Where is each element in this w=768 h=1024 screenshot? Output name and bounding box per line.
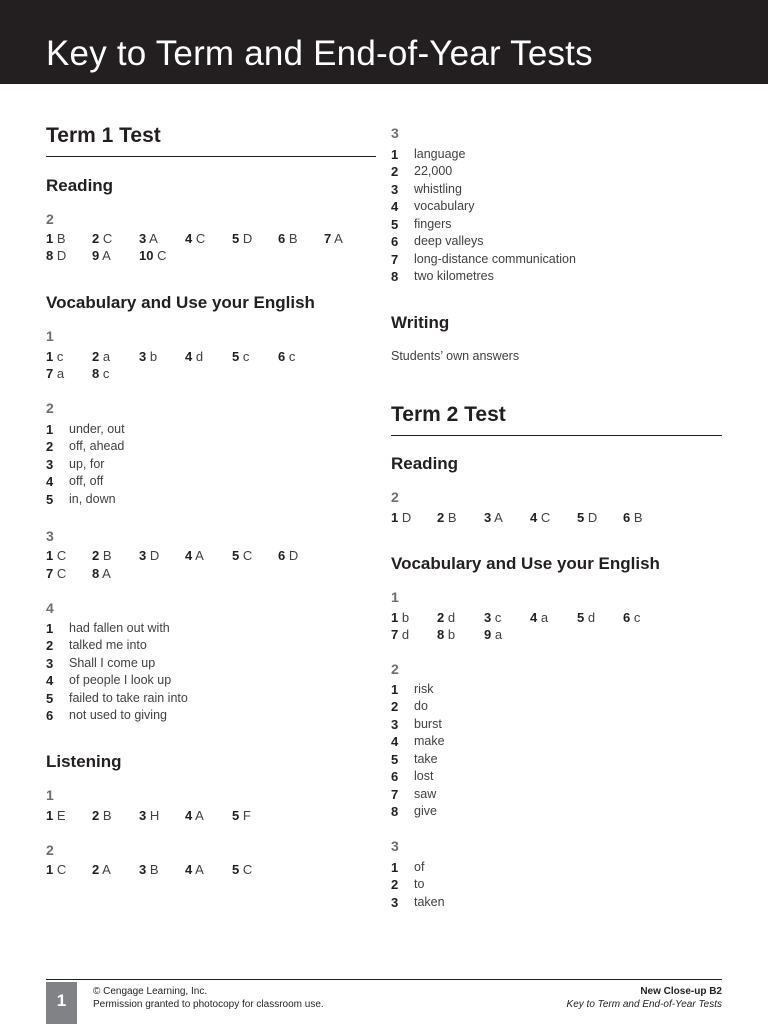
list-item-number: 2 bbox=[46, 638, 54, 654]
answer-number: 6 bbox=[278, 349, 286, 364]
answer-value: D bbox=[242, 231, 253, 246]
answer-value: A bbox=[334, 231, 343, 246]
list-item-text: 22,000 bbox=[414, 164, 453, 179]
answer-number: 5 bbox=[577, 510, 585, 525]
list-item-number: 5 bbox=[391, 216, 399, 232]
term1-listening-q1-number: 1 bbox=[46, 787, 54, 803]
footer-copyright: © Cengage Learning, Inc. bbox=[93, 986, 208, 997]
answer-item bbox=[92, 808, 112, 824]
list-item-text: risk bbox=[414, 682, 434, 696]
list-item bbox=[391, 163, 722, 180]
answer-row bbox=[391, 627, 722, 643]
answer-value: c bbox=[494, 610, 502, 625]
list-item-text: whistling bbox=[414, 181, 462, 196]
term1-reading-q2-number: 2 bbox=[46, 211, 54, 227]
list-item-text: up, for bbox=[69, 456, 105, 471]
list-item-text: off, ahead bbox=[69, 439, 125, 454]
list-item-text: of people I look up bbox=[69, 673, 172, 688]
answer-value: b bbox=[401, 610, 410, 625]
answer-list bbox=[391, 681, 722, 821]
list-item-text: saw bbox=[414, 786, 437, 801]
list-item-text: lost bbox=[414, 769, 434, 784]
answer-item bbox=[92, 548, 112, 564]
term1-vocab-title: Vocabulary and Use your English bbox=[46, 293, 315, 312]
answer-value: D bbox=[149, 548, 160, 563]
header-banner bbox=[0, 0, 768, 84]
term1-writing-title: Writing bbox=[391, 313, 450, 332]
answer-item bbox=[278, 548, 298, 564]
list-item bbox=[391, 216, 722, 233]
answer-row bbox=[46, 231, 376, 247]
list-item-number: 4 bbox=[391, 199, 399, 215]
answer-item bbox=[185, 349, 203, 365]
list-item bbox=[46, 473, 376, 490]
list-item bbox=[46, 690, 376, 707]
list-item bbox=[391, 751, 722, 768]
answer-row bbox=[391, 510, 722, 526]
list-item bbox=[391, 268, 722, 285]
answer-number: 3 bbox=[139, 808, 147, 823]
answer-item bbox=[484, 610, 501, 626]
list-item-number: 1 bbox=[46, 621, 54, 636]
answer-item bbox=[46, 349, 63, 365]
answer-item bbox=[139, 349, 157, 365]
answer-value: d bbox=[447, 610, 456, 625]
list-item-text: under, out bbox=[69, 422, 125, 436]
list-item-number: 2 bbox=[391, 164, 399, 180]
answer-item bbox=[185, 548, 204, 564]
answer-item bbox=[530, 610, 548, 626]
list-item-text: do bbox=[414, 699, 428, 714]
answer-value: c bbox=[633, 610, 641, 625]
footer-book-subtitle: Key to Term and End-of-Year Tests bbox=[566, 999, 722, 1010]
answer-item bbox=[92, 862, 111, 878]
answer-item bbox=[232, 862, 252, 878]
list-item bbox=[391, 803, 722, 820]
answer-number: 6 bbox=[623, 510, 631, 525]
list-item-number: 3 bbox=[391, 894, 399, 910]
list-item-text: failed to take rain into bbox=[69, 690, 188, 705]
list-item bbox=[46, 672, 376, 689]
answer-number: 2 bbox=[92, 231, 100, 246]
answer-value: C bbox=[157, 248, 167, 263]
answer-item bbox=[185, 231, 205, 247]
answer-value: a bbox=[56, 366, 65, 381]
answer-value: C bbox=[56, 566, 67, 581]
list-item-text: deep valleys bbox=[414, 234, 484, 249]
list-item bbox=[46, 620, 376, 637]
answer-number: 3 bbox=[484, 510, 492, 525]
answer-number: 1 bbox=[46, 548, 54, 563]
list-item-number: 4 bbox=[46, 673, 54, 689]
answer-value: B bbox=[102, 808, 112, 823]
answer-value: H bbox=[149, 808, 160, 823]
answer-value: D bbox=[288, 548, 299, 563]
list-item-text: had fallen out with bbox=[69, 621, 170, 635]
list-item-number: 1 bbox=[46, 422, 54, 437]
answer-number: 4 bbox=[530, 610, 538, 625]
answer-list bbox=[46, 421, 376, 508]
answer-row bbox=[391, 610, 722, 626]
answer-number: 7 bbox=[324, 231, 332, 246]
list-item-text: of bbox=[414, 860, 425, 874]
answer-number: 6 bbox=[278, 548, 286, 563]
answer-number: 4 bbox=[530, 510, 538, 525]
answer-item bbox=[437, 510, 457, 526]
answer-number: 4 bbox=[185, 862, 193, 877]
list-item-number: 6 bbox=[391, 234, 399, 250]
answer-number: 4 bbox=[185, 808, 193, 823]
list-item bbox=[391, 733, 722, 750]
answer-value: F bbox=[242, 808, 251, 823]
answer-item bbox=[623, 510, 643, 526]
list-item-number: 2 bbox=[391, 699, 399, 715]
term1-listening-title: Listening bbox=[46, 752, 122, 771]
answer-value: C bbox=[195, 231, 206, 246]
term2-vocab-q2-number: 2 bbox=[391, 661, 399, 677]
list-item bbox=[46, 707, 376, 724]
answer-number: 7 bbox=[46, 366, 54, 381]
answer-value: D bbox=[56, 248, 67, 263]
answer-number: 5 bbox=[577, 610, 585, 625]
list-item bbox=[391, 894, 722, 911]
answer-value: B bbox=[102, 548, 112, 563]
list-item-number: 6 bbox=[46, 708, 54, 724]
list-item-number: 3 bbox=[46, 456, 54, 472]
term2-vocab-q1-number: 1 bbox=[391, 589, 399, 605]
list-item bbox=[391, 859, 722, 876]
list-item bbox=[391, 251, 722, 268]
answer-value: b bbox=[447, 627, 456, 642]
answer-item bbox=[577, 610, 595, 626]
answer-value: E bbox=[56, 808, 66, 823]
answer-value: A bbox=[102, 862, 111, 877]
term1-vocab-q1-number: 1 bbox=[46, 328, 54, 344]
list-item-number: 3 bbox=[391, 716, 399, 732]
answer-value: C bbox=[540, 510, 551, 525]
list-item-number: 8 bbox=[391, 804, 399, 820]
answer-value: D bbox=[587, 510, 598, 525]
answer-number: 1 bbox=[391, 510, 399, 525]
footer-permission: Permission granted to photocopy for classroom use. bbox=[93, 999, 324, 1010]
answer-row bbox=[46, 248, 376, 264]
answer-number: 7 bbox=[391, 627, 399, 642]
list-item-number: 5 bbox=[46, 491, 54, 507]
term2-reading-q2-number: 2 bbox=[391, 489, 399, 505]
list-item bbox=[46, 637, 376, 654]
list-item-number: 1 bbox=[391, 682, 399, 697]
answer-value: c bbox=[102, 366, 110, 381]
answer-number: 3 bbox=[139, 548, 147, 563]
answer-item bbox=[391, 610, 409, 626]
term2-reading-title: Reading bbox=[391, 454, 459, 473]
footer-copyright-block bbox=[93, 985, 324, 1011]
term2-divider bbox=[391, 435, 722, 436]
list-item-number: 2 bbox=[46, 439, 54, 455]
answer-value: a bbox=[494, 627, 503, 642]
answer-item bbox=[46, 231, 66, 247]
answer-item bbox=[232, 548, 252, 564]
list-item-text: to bbox=[414, 877, 425, 892]
answer-value: B bbox=[447, 510, 457, 525]
answer-number: 9 bbox=[92, 248, 100, 263]
list-item-text: fingers bbox=[414, 216, 452, 231]
list-item-text: two kilometres bbox=[414, 269, 494, 284]
list-item-number: 1 bbox=[391, 147, 399, 162]
list-item bbox=[391, 181, 722, 198]
answer-item bbox=[623, 610, 640, 626]
answer-item bbox=[185, 862, 204, 878]
answer-value: A bbox=[149, 231, 158, 246]
answer-item bbox=[46, 808, 66, 824]
answer-item bbox=[139, 248, 166, 264]
answer-number: 8 bbox=[92, 566, 100, 581]
list-item bbox=[391, 681, 722, 698]
list-item-number: 6 bbox=[391, 769, 399, 785]
list-item-text: give bbox=[414, 804, 437, 819]
answer-item bbox=[92, 349, 110, 365]
answer-number: 4 bbox=[185, 231, 193, 246]
list-item-text: Shall I come up bbox=[69, 655, 156, 670]
answer-item bbox=[232, 349, 249, 365]
answer-list bbox=[391, 146, 722, 286]
list-item bbox=[391, 233, 722, 250]
list-item bbox=[391, 146, 722, 163]
answer-number: 5 bbox=[232, 862, 240, 877]
answer-item bbox=[278, 231, 298, 247]
answer-item bbox=[92, 231, 112, 247]
answer-value: c bbox=[288, 349, 296, 364]
list-item-number: 4 bbox=[46, 474, 54, 490]
term2-title: Term 2 Test bbox=[391, 403, 506, 426]
answer-row bbox=[46, 862, 376, 878]
list-item-number: 3 bbox=[46, 655, 54, 671]
answer-value: B bbox=[288, 231, 298, 246]
answer-item bbox=[46, 862, 66, 878]
list-item-text: take bbox=[414, 751, 438, 766]
term2-vocab-q3-number: 3 bbox=[391, 838, 399, 854]
answer-item bbox=[391, 510, 411, 526]
answer-value: A bbox=[102, 248, 111, 263]
answer-number: 2 bbox=[92, 862, 100, 877]
list-item-number: 4 bbox=[391, 734, 399, 750]
answer-value: C bbox=[102, 231, 113, 246]
footer-book-block bbox=[567, 985, 722, 1011]
answer-number: 10 bbox=[139, 248, 154, 263]
answer-item bbox=[232, 808, 251, 824]
answer-value: B bbox=[633, 510, 643, 525]
answer-number: 5 bbox=[232, 231, 240, 246]
answer-number: 3 bbox=[484, 610, 492, 625]
list-item-number: 5 bbox=[46, 690, 54, 706]
answer-item bbox=[437, 610, 455, 626]
page-title: Key to Term and End-of-Year Tests bbox=[46, 34, 593, 73]
list-item bbox=[391, 786, 722, 803]
answer-number: 5 bbox=[232, 548, 240, 563]
footer-book-title: New Close-up B2 bbox=[640, 986, 722, 997]
footer-divider bbox=[46, 979, 722, 980]
list-item bbox=[391, 198, 722, 215]
answer-value: d bbox=[195, 349, 204, 364]
answer-row bbox=[46, 366, 376, 382]
answer-number: 3 bbox=[139, 231, 147, 246]
term1-writing-text: Students’ own answers bbox=[391, 349, 520, 363]
answer-item bbox=[46, 548, 66, 564]
list-item-number: 5 bbox=[391, 751, 399, 767]
answer-item bbox=[46, 248, 66, 264]
list-item bbox=[46, 456, 376, 473]
answer-value: C bbox=[242, 862, 253, 877]
answer-item bbox=[46, 366, 64, 382]
list-item bbox=[46, 421, 376, 438]
answer-number: 1 bbox=[46, 349, 54, 364]
answer-row bbox=[46, 566, 376, 582]
list-item-text: long-distance communication bbox=[414, 251, 576, 266]
answer-row bbox=[46, 808, 376, 824]
answer-value: A bbox=[195, 862, 204, 877]
answer-item bbox=[577, 510, 597, 526]
answer-list bbox=[46, 620, 376, 725]
list-item-text: talked me into bbox=[69, 638, 147, 653]
answer-value: c bbox=[242, 349, 250, 364]
answer-number: 7 bbox=[46, 566, 54, 581]
answer-number: 8 bbox=[437, 627, 445, 642]
answer-value: C bbox=[56, 862, 67, 877]
answer-item bbox=[185, 808, 204, 824]
answer-number: 3 bbox=[139, 349, 147, 364]
list-item-number: 3 bbox=[391, 181, 399, 197]
answer-item bbox=[484, 627, 502, 643]
answer-value: d bbox=[587, 610, 596, 625]
list-item bbox=[391, 716, 722, 733]
answer-item bbox=[391, 627, 409, 643]
answer-row bbox=[46, 548, 376, 564]
answer-number: 1 bbox=[46, 862, 54, 877]
term1-listening-q3-number: 3 bbox=[391, 125, 399, 141]
answer-number: 6 bbox=[278, 231, 286, 246]
list-item-number: 7 bbox=[391, 786, 399, 802]
answer-item bbox=[139, 862, 159, 878]
answer-number: 9 bbox=[484, 627, 492, 642]
answer-item bbox=[484, 510, 503, 526]
answer-number: 8 bbox=[46, 248, 54, 263]
answer-value: c bbox=[56, 349, 64, 364]
list-item-number: 8 bbox=[391, 269, 399, 285]
term1-divider bbox=[46, 156, 376, 157]
answer-item bbox=[46, 566, 66, 582]
answer-number: 5 bbox=[232, 808, 240, 823]
list-item-number: 1 bbox=[391, 860, 399, 875]
answer-number: 8 bbox=[92, 366, 100, 381]
answer-number: 1 bbox=[391, 610, 399, 625]
answer-item bbox=[139, 808, 159, 824]
list-item-text: taken bbox=[414, 894, 445, 909]
list-item-text: vocabulary bbox=[414, 199, 475, 214]
answer-value: C bbox=[242, 548, 253, 563]
answer-item bbox=[139, 548, 159, 564]
answer-item bbox=[92, 248, 111, 264]
answer-item bbox=[530, 510, 550, 526]
answer-value: D bbox=[401, 510, 412, 525]
answer-item bbox=[437, 627, 455, 643]
term2-vocab-title: Vocabulary and Use your English bbox=[391, 554, 660, 573]
answer-number: 4 bbox=[185, 349, 193, 364]
answer-item bbox=[139, 231, 158, 247]
answer-value: A bbox=[195, 548, 204, 563]
answer-item bbox=[278, 349, 295, 365]
list-item bbox=[391, 876, 722, 893]
list-item-text: in, down bbox=[69, 491, 116, 506]
page-number: 1 bbox=[46, 982, 77, 1024]
answer-value: C bbox=[56, 548, 67, 563]
answer-value: B bbox=[56, 231, 66, 246]
answer-item bbox=[232, 231, 252, 247]
list-item bbox=[46, 491, 376, 508]
answer-row bbox=[46, 349, 376, 365]
answer-item bbox=[92, 566, 111, 582]
answer-number: 2 bbox=[92, 808, 100, 823]
answer-number: 3 bbox=[139, 862, 147, 877]
list-item bbox=[391, 698, 722, 715]
list-item-text: language bbox=[414, 147, 466, 161]
answer-item bbox=[92, 366, 109, 382]
term1-vocab-q3-number: 3 bbox=[46, 528, 54, 544]
list-item bbox=[46, 655, 376, 672]
answer-number: 5 bbox=[232, 349, 240, 364]
answer-number: 4 bbox=[185, 548, 193, 563]
term1-listening-q2-number: 2 bbox=[46, 842, 54, 858]
answer-value: b bbox=[149, 349, 158, 364]
answer-value: B bbox=[149, 862, 159, 877]
list-item-text: burst bbox=[414, 716, 442, 731]
answer-value: a bbox=[540, 610, 549, 625]
term1-vocab-q4-number: 4 bbox=[46, 600, 54, 616]
list-item-number: 7 bbox=[391, 251, 399, 267]
list-item-number: 2 bbox=[391, 877, 399, 893]
answer-number: 6 bbox=[623, 610, 631, 625]
answer-list bbox=[391, 859, 722, 911]
answer-item bbox=[324, 231, 343, 247]
list-item bbox=[391, 768, 722, 785]
list-item bbox=[46, 438, 376, 455]
answer-number: 1 bbox=[46, 808, 54, 823]
list-item-text: off, off bbox=[69, 474, 104, 489]
answer-number: 2 bbox=[92, 548, 100, 563]
answer-value: A bbox=[195, 808, 204, 823]
list-item-text: make bbox=[414, 734, 445, 749]
answer-value: d bbox=[401, 627, 410, 642]
list-item-text: not used to giving bbox=[69, 708, 167, 723]
term1-reading-title: Reading bbox=[46, 176, 114, 195]
answer-value: A bbox=[494, 510, 503, 525]
answer-number: 2 bbox=[437, 510, 445, 525]
answer-value: A bbox=[102, 566, 111, 581]
answer-number: 1 bbox=[46, 231, 54, 246]
answer-value: a bbox=[102, 349, 111, 364]
term1-title: Term 1 Test bbox=[46, 124, 161, 147]
answer-number: 2 bbox=[437, 610, 445, 625]
term1-vocab-q2-number: 2 bbox=[46, 400, 54, 416]
answer-number: 2 bbox=[92, 349, 100, 364]
